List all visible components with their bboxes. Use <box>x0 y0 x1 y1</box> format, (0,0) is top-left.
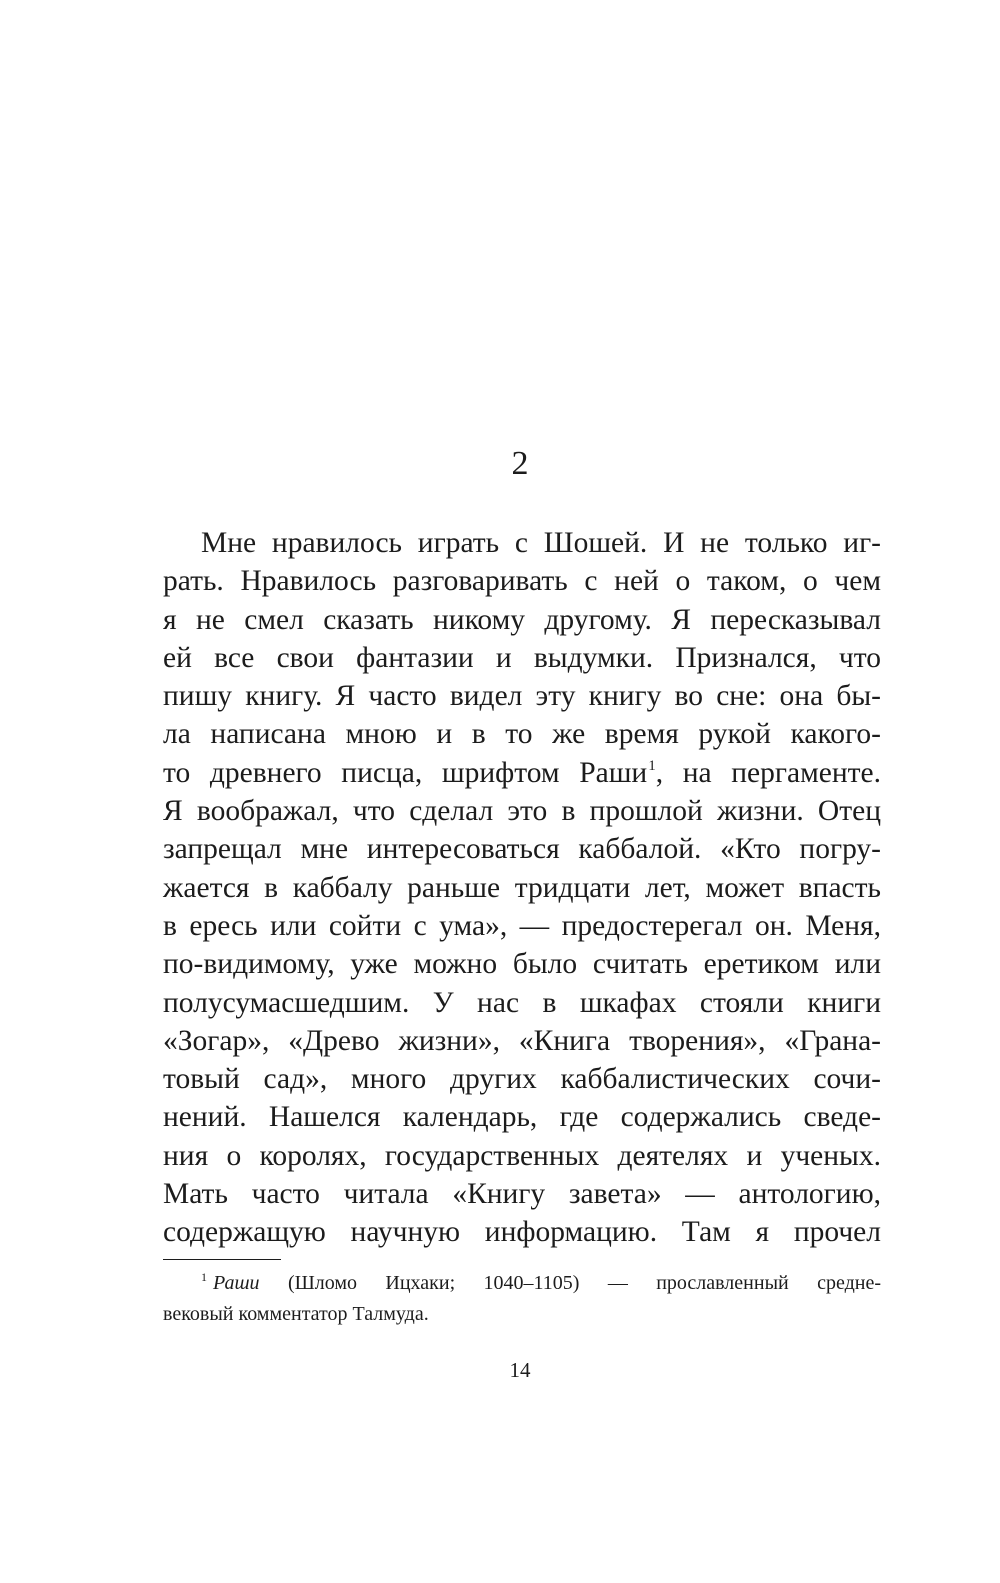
text-line: пишу книгу. Я часто видел эту книгу во сне: она бы- <box>163 680 881 713</box>
footnote-mark: 1 <box>201 1270 207 1284</box>
text-line: ния о королях, государственных деятелях и ученых. <box>163 1139 881 1172</box>
footnote <box>163 1268 881 1330</box>
text-line: «Зогар», «Древо жизни», «Книга творения», «Грана- <box>163 1024 881 1057</box>
text-line: в ересь или сойти с ума», — предостерегал он. Меня, <box>163 909 881 942</box>
text-line: Мать часто читала «Книгу завета» — антологию, <box>163 1178 881 1211</box>
text-line: ла написана мною и в то же время рукой какого- <box>163 718 881 751</box>
body-text <box>163 524 881 1252</box>
chapter-number: 2 <box>511 445 529 482</box>
footnote-line <box>163 1268 881 1299</box>
footnote-text: (Шломо Ицхаки; 1040–1105) — прославленный средне- <box>259 1272 881 1294</box>
text-line: я не смел сказать никому другому. Я пересказывал <box>163 603 881 636</box>
text-fragment: то древнего писца, шрифтом Раши <box>163 756 648 789</box>
text-line: товый сад», много других каббалистических сочи- <box>163 1063 881 1096</box>
footnote-divider <box>163 1259 281 1260</box>
text-line: запрещал мне интересоваться каббалой. «Кто погру- <box>163 833 881 866</box>
text-line: нений. Нашелся календарь, где содержались сведе- <box>163 1101 881 1134</box>
text-line: содержащую научную информацию. Там я прочел <box>163 1216 881 1249</box>
text-line: Мне нравилось играть с Шошей. И не только иг- <box>201 527 881 559</box>
text-fragment: , на пергаменте. <box>655 756 881 789</box>
footnote-line: вековый комментатор Талмуда. <box>163 1303 429 1325</box>
text-line: рать. Нравилось разговаривать с ней о таком, о чем <box>163 565 881 598</box>
text-line: полусумасшедшим. У нас в шкафах стояли книги <box>163 986 881 1019</box>
footnote-reference[interactable]: 1 <box>648 757 656 774</box>
text-line: Я воображал, что сделал это в прошлой жизни. Отец <box>163 795 881 828</box>
footnote-term: Раши <box>213 1272 260 1294</box>
text-line: по-видимому, уже можно было считать еретиком или <box>163 948 881 981</box>
text-line: ей все свои фантазии и выдумки. Признался, что <box>163 641 881 674</box>
page-number: 14 <box>509 1358 531 1382</box>
text-line <box>163 754 881 792</box>
text-line: жается в каббалу раньше тридцати лет, может впасть <box>163 871 881 904</box>
